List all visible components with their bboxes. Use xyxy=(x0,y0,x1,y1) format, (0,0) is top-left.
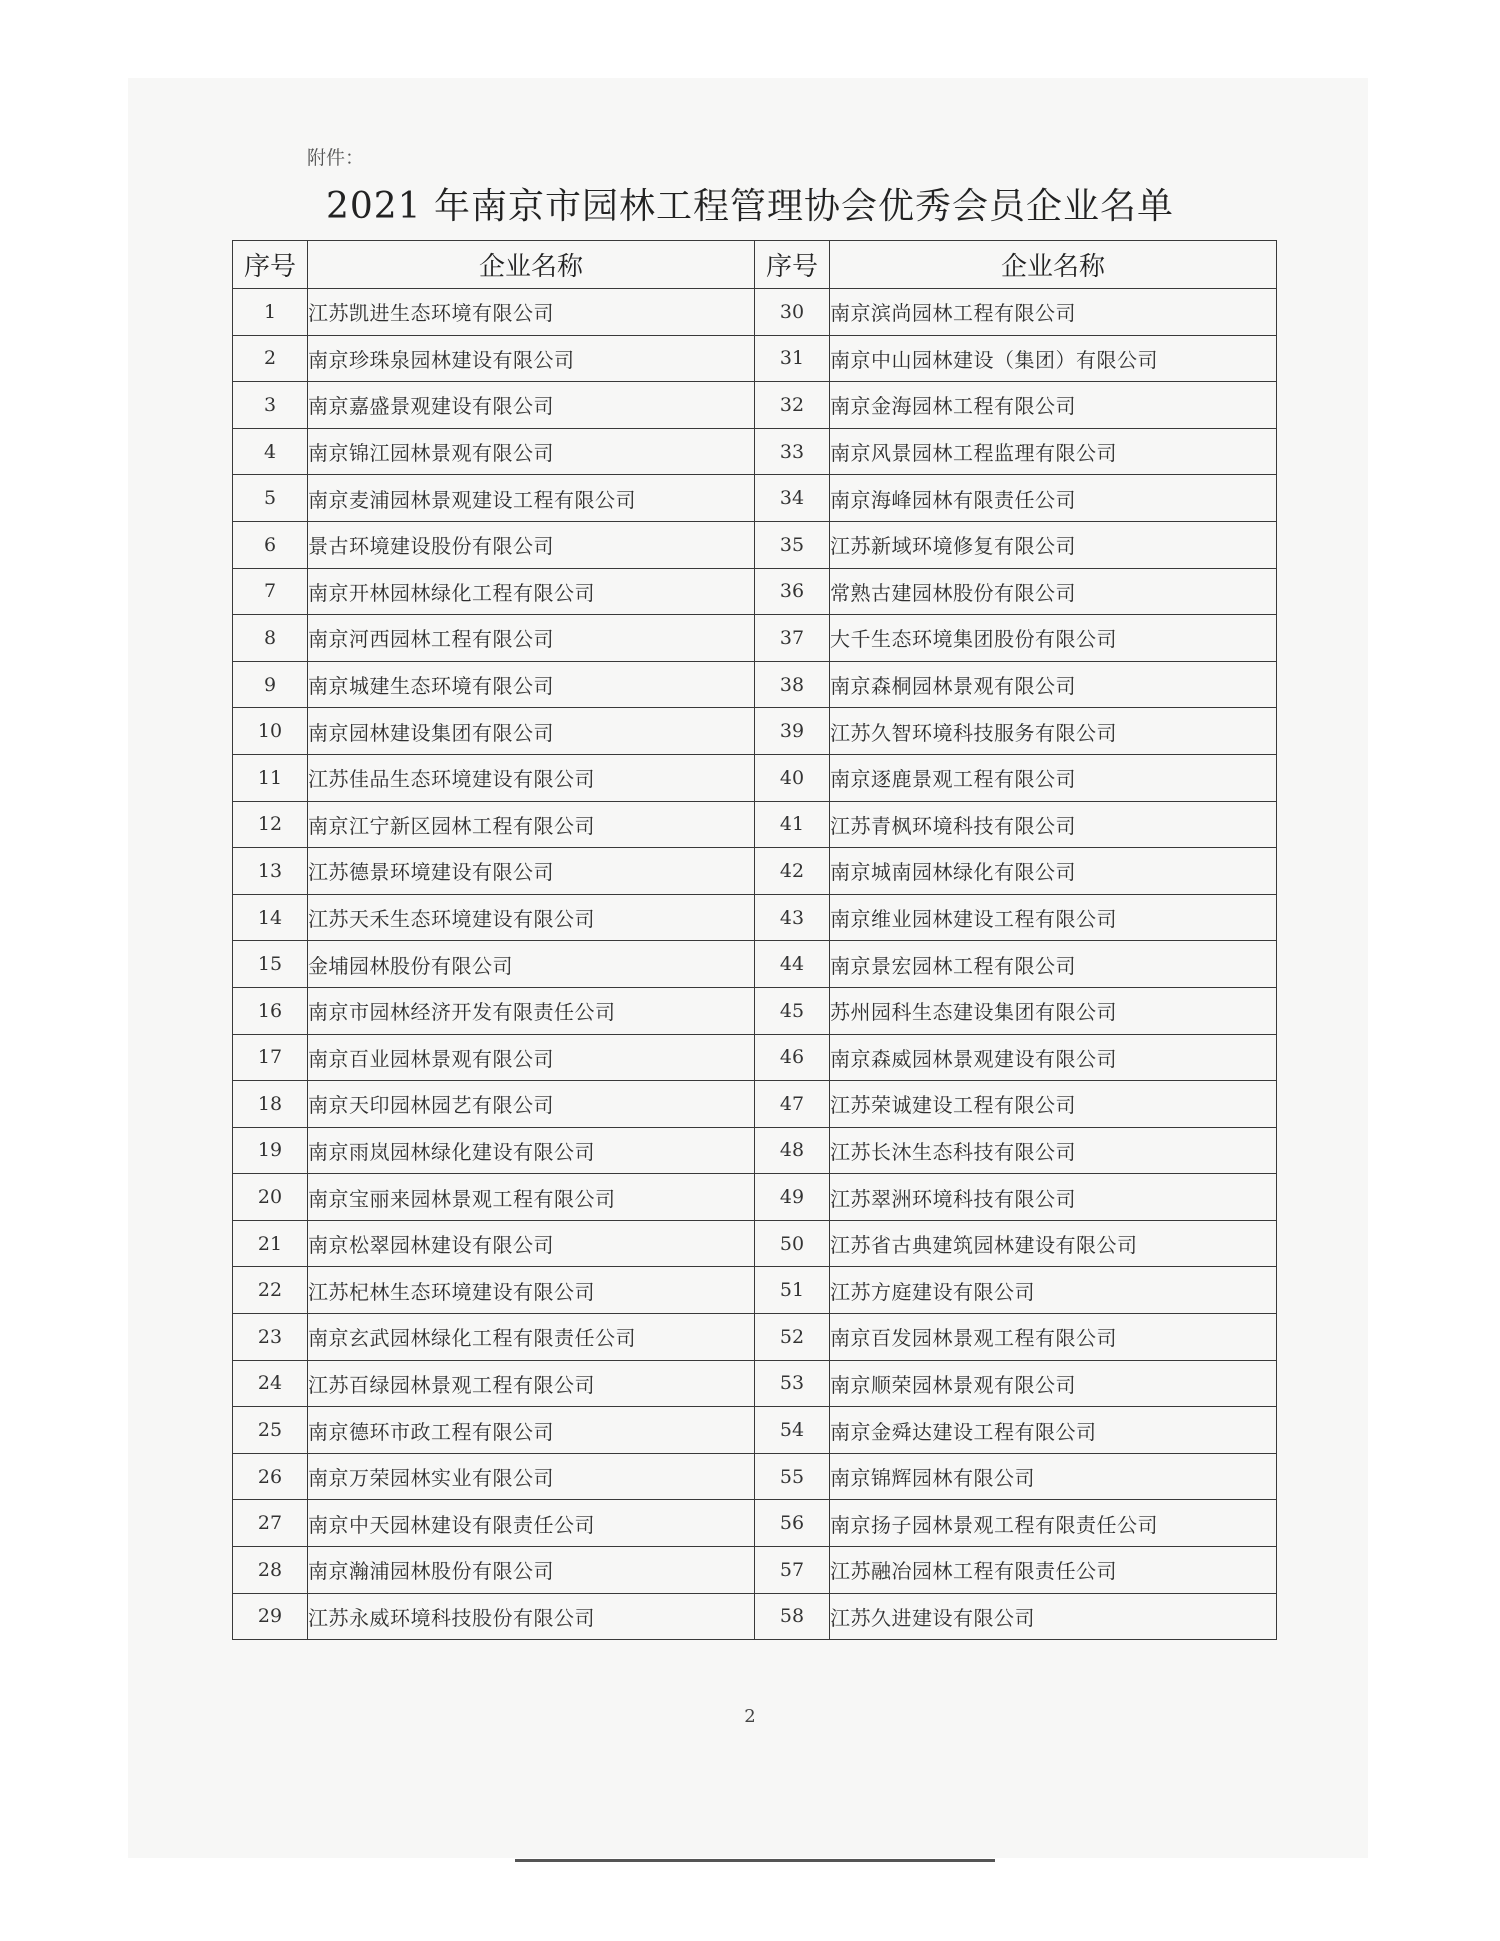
company-name-left: 江苏天禾生态环境建设有限公司 xyxy=(308,894,755,941)
row-index-left: 14 xyxy=(233,894,308,941)
row-index-right: 51 xyxy=(755,1267,830,1314)
table-row xyxy=(233,615,1277,662)
company-name-right: 南京顺荣园林景观有限公司 xyxy=(830,1360,1277,1407)
company-name-left: 南京嘉盛景观建设有限公司 xyxy=(308,382,755,429)
company-name-left: 南京城建生态环境有限公司 xyxy=(308,661,755,708)
table-row xyxy=(233,568,1277,615)
header-index-right: 序号 xyxy=(755,241,830,289)
row-index-left: 24 xyxy=(233,1360,308,1407)
company-name-left: 江苏永威环境科技股份有限公司 xyxy=(308,1593,755,1640)
table-row xyxy=(233,1220,1277,1267)
row-index-right: 35 xyxy=(755,521,830,568)
table-row xyxy=(233,661,1277,708)
table-row xyxy=(233,382,1277,429)
row-index-left: 8 xyxy=(233,615,308,662)
row-index-right: 42 xyxy=(755,848,830,895)
page-number: 2 xyxy=(744,1706,756,1727)
company-name-right: 江苏久进建设有限公司 xyxy=(830,1593,1277,1640)
row-index-right: 58 xyxy=(755,1593,830,1640)
table-row xyxy=(233,1500,1277,1547)
table-row xyxy=(233,428,1277,475)
company-name-right: 南京森桐园林景观有限公司 xyxy=(830,661,1277,708)
company-name-right: 南京百发园林景观工程有限公司 xyxy=(830,1314,1277,1361)
row-index-left: 10 xyxy=(233,708,308,755)
company-name-left: 江苏凯进生态环境有限公司 xyxy=(308,289,755,336)
row-index-left: 15 xyxy=(233,941,308,988)
company-name-right: 南京海峰园林有限责任公司 xyxy=(830,475,1277,522)
row-index-right: 47 xyxy=(755,1081,830,1128)
row-index-right: 53 xyxy=(755,1360,830,1407)
table-body xyxy=(233,289,1277,1640)
header-index-left: 序号 xyxy=(233,241,308,289)
page-title: 2021 年南京市园林工程管理协会优秀会员企业名单 xyxy=(325,186,1175,227)
table-row xyxy=(233,848,1277,895)
row-index-right: 37 xyxy=(755,615,830,662)
row-index-left: 2 xyxy=(233,335,308,382)
row-index-right: 52 xyxy=(755,1314,830,1361)
row-index-right: 55 xyxy=(755,1453,830,1500)
row-index-right: 44 xyxy=(755,941,830,988)
company-name-left: 南京天印园林园艺有限公司 xyxy=(308,1081,755,1128)
table-row xyxy=(233,1360,1277,1407)
table-row xyxy=(233,1547,1277,1594)
row-index-left: 25 xyxy=(233,1407,308,1454)
company-name-right: 常熟古建园林股份有限公司 xyxy=(830,568,1277,615)
row-index-right: 45 xyxy=(755,987,830,1034)
row-index-left: 17 xyxy=(233,1034,308,1081)
row-index-left: 26 xyxy=(233,1453,308,1500)
table-row xyxy=(233,1267,1277,1314)
company-name-left: 南京江宁新区园林工程有限公司 xyxy=(308,801,755,848)
company-name-left: 南京雨岚园林绿化建设有限公司 xyxy=(308,1127,755,1174)
company-name-left: 南京河西园林工程有限公司 xyxy=(308,615,755,662)
company-name-left: 南京市园林经济开发有限责任公司 xyxy=(308,987,755,1034)
row-index-left: 12 xyxy=(233,801,308,848)
table-row xyxy=(233,708,1277,755)
company-name-left: 南京锦江园林景观有限公司 xyxy=(308,428,755,475)
row-index-left: 9 xyxy=(233,661,308,708)
company-name-right: 江苏省古典建筑园林建设有限公司 xyxy=(830,1220,1277,1267)
table-header-row xyxy=(233,241,1277,289)
row-index-right: 36 xyxy=(755,568,830,615)
row-index-left: 6 xyxy=(233,521,308,568)
table-row xyxy=(233,801,1277,848)
row-index-right: 57 xyxy=(755,1547,830,1594)
table-row xyxy=(233,475,1277,522)
company-name-right: 江苏翠洲环境科技有限公司 xyxy=(830,1174,1277,1221)
table-row xyxy=(233,1407,1277,1454)
bottom-edge-line xyxy=(515,1859,995,1862)
row-index-right: 33 xyxy=(755,428,830,475)
company-name-right: 南京扬子园林景观工程有限责任公司 xyxy=(830,1500,1277,1547)
company-name-right: 南京中山园林建设（集团）有限公司 xyxy=(830,335,1277,382)
row-index-left: 5 xyxy=(233,475,308,522)
row-index-right: 54 xyxy=(755,1407,830,1454)
row-index-left: 4 xyxy=(233,428,308,475)
row-index-left: 28 xyxy=(233,1547,308,1594)
row-index-right: 30 xyxy=(755,289,830,336)
member-company-table xyxy=(232,240,1277,1640)
company-name-right: 苏州园科生态建设集团有限公司 xyxy=(830,987,1277,1034)
company-name-right: 江苏新域环境修复有限公司 xyxy=(830,521,1277,568)
table-row xyxy=(233,335,1277,382)
table-row xyxy=(233,894,1277,941)
row-index-left: 19 xyxy=(233,1127,308,1174)
company-name-right: 江苏长沐生态科技有限公司 xyxy=(830,1127,1277,1174)
row-index-right: 48 xyxy=(755,1127,830,1174)
row-index-right: 31 xyxy=(755,335,830,382)
row-index-right: 40 xyxy=(755,754,830,801)
company-name-right: 南京金舜达建设工程有限公司 xyxy=(830,1407,1277,1454)
company-name-left: 江苏佳品生态环境建设有限公司 xyxy=(308,754,755,801)
company-name-left: 江苏德景环境建设有限公司 xyxy=(308,848,755,895)
company-name-right: 南京风景园林工程监理有限公司 xyxy=(830,428,1277,475)
row-index-right: 34 xyxy=(755,475,830,522)
table-row xyxy=(233,1174,1277,1221)
company-name-left: 江苏杞林生态环境建设有限公司 xyxy=(308,1267,755,1314)
row-index-left: 18 xyxy=(233,1081,308,1128)
company-name-right: 南京城南园林绿化有限公司 xyxy=(830,848,1277,895)
table-row xyxy=(233,289,1277,336)
table-row xyxy=(233,1034,1277,1081)
row-index-left: 29 xyxy=(233,1593,308,1640)
row-index-right: 43 xyxy=(755,894,830,941)
company-name-left: 南京宝丽来园林景观工程有限公司 xyxy=(308,1174,755,1221)
row-index-right: 50 xyxy=(755,1220,830,1267)
row-index-left: 3 xyxy=(233,382,308,429)
table-row xyxy=(233,1127,1277,1174)
table-row xyxy=(233,1314,1277,1361)
company-name-right: 江苏青枫环境科技有限公司 xyxy=(830,801,1277,848)
row-index-left: 7 xyxy=(233,568,308,615)
attachment-label: 附件： xyxy=(307,147,365,169)
table-row xyxy=(233,941,1277,988)
row-index-right: 39 xyxy=(755,708,830,755)
company-name-left: 南京开林园林绿化工程有限公司 xyxy=(308,568,755,615)
company-name-left: 南京麦浦园林景观建设工程有限公司 xyxy=(308,475,755,522)
table-row xyxy=(233,987,1277,1034)
row-index-right: 56 xyxy=(755,1500,830,1547)
row-index-left: 20 xyxy=(233,1174,308,1221)
row-index-right: 49 xyxy=(755,1174,830,1221)
company-name-right: 江苏久智环境科技服务有限公司 xyxy=(830,708,1277,755)
company-name-left: 南京玄武园林绿化工程有限责任公司 xyxy=(308,1314,755,1361)
company-name-right: 江苏荣诚建设工程有限公司 xyxy=(830,1081,1277,1128)
company-name-left: 南京松翠园林建设有限公司 xyxy=(308,1220,755,1267)
row-index-right: 46 xyxy=(755,1034,830,1081)
row-index-left: 27 xyxy=(233,1500,308,1547)
row-index-left: 21 xyxy=(233,1220,308,1267)
row-index-right: 41 xyxy=(755,801,830,848)
row-index-left: 11 xyxy=(233,754,308,801)
row-index-left: 16 xyxy=(233,987,308,1034)
company-name-right: 大千生态环境集团股份有限公司 xyxy=(830,615,1277,662)
company-name-left: 南京德环市政工程有限公司 xyxy=(308,1407,755,1454)
company-name-left: 景古环境建设股份有限公司 xyxy=(308,521,755,568)
company-name-right: 南京景宏园林工程有限公司 xyxy=(830,941,1277,988)
company-name-right: 南京维业园林建设工程有限公司 xyxy=(830,894,1277,941)
row-index-left: 22 xyxy=(233,1267,308,1314)
row-index-left: 23 xyxy=(233,1314,308,1361)
company-name-right: 南京逐鹿景观工程有限公司 xyxy=(830,754,1277,801)
table-row xyxy=(233,1081,1277,1128)
company-name-left: 南京万荣园林实业有限公司 xyxy=(308,1453,755,1500)
company-name-left: 南京百业园林景观有限公司 xyxy=(308,1034,755,1081)
row-index-left: 1 xyxy=(233,289,308,336)
table-row xyxy=(233,521,1277,568)
company-name-right: 江苏方庭建设有限公司 xyxy=(830,1267,1277,1314)
company-name-left: 南京园林建设集团有限公司 xyxy=(308,708,755,755)
company-name-left: 南京中天园林建设有限责任公司 xyxy=(308,1500,755,1547)
company-name-left: 南京瀚浦园林股份有限公司 xyxy=(308,1547,755,1594)
table-row xyxy=(233,754,1277,801)
company-name-right: 江苏融冶园林工程有限责任公司 xyxy=(830,1547,1277,1594)
table-row xyxy=(233,1453,1277,1500)
company-name-left: 南京珍珠泉园林建设有限公司 xyxy=(308,335,755,382)
company-name-left: 江苏百绿园林景观工程有限公司 xyxy=(308,1360,755,1407)
header-name-left: 企业名称 xyxy=(308,241,755,289)
company-name-right: 南京森威园林景观建设有限公司 xyxy=(830,1034,1277,1081)
row-index-right: 38 xyxy=(755,661,830,708)
company-name-left: 金埔园林股份有限公司 xyxy=(308,941,755,988)
company-name-right: 南京金海园林工程有限公司 xyxy=(830,382,1277,429)
company-name-right: 南京滨尚园林工程有限公司 xyxy=(830,289,1277,336)
row-index-left: 13 xyxy=(233,848,308,895)
header-name-right: 企业名称 xyxy=(830,241,1277,289)
table-row xyxy=(233,1593,1277,1640)
row-index-right: 32 xyxy=(755,382,830,429)
company-name-right: 南京锦辉园林有限公司 xyxy=(830,1453,1277,1500)
